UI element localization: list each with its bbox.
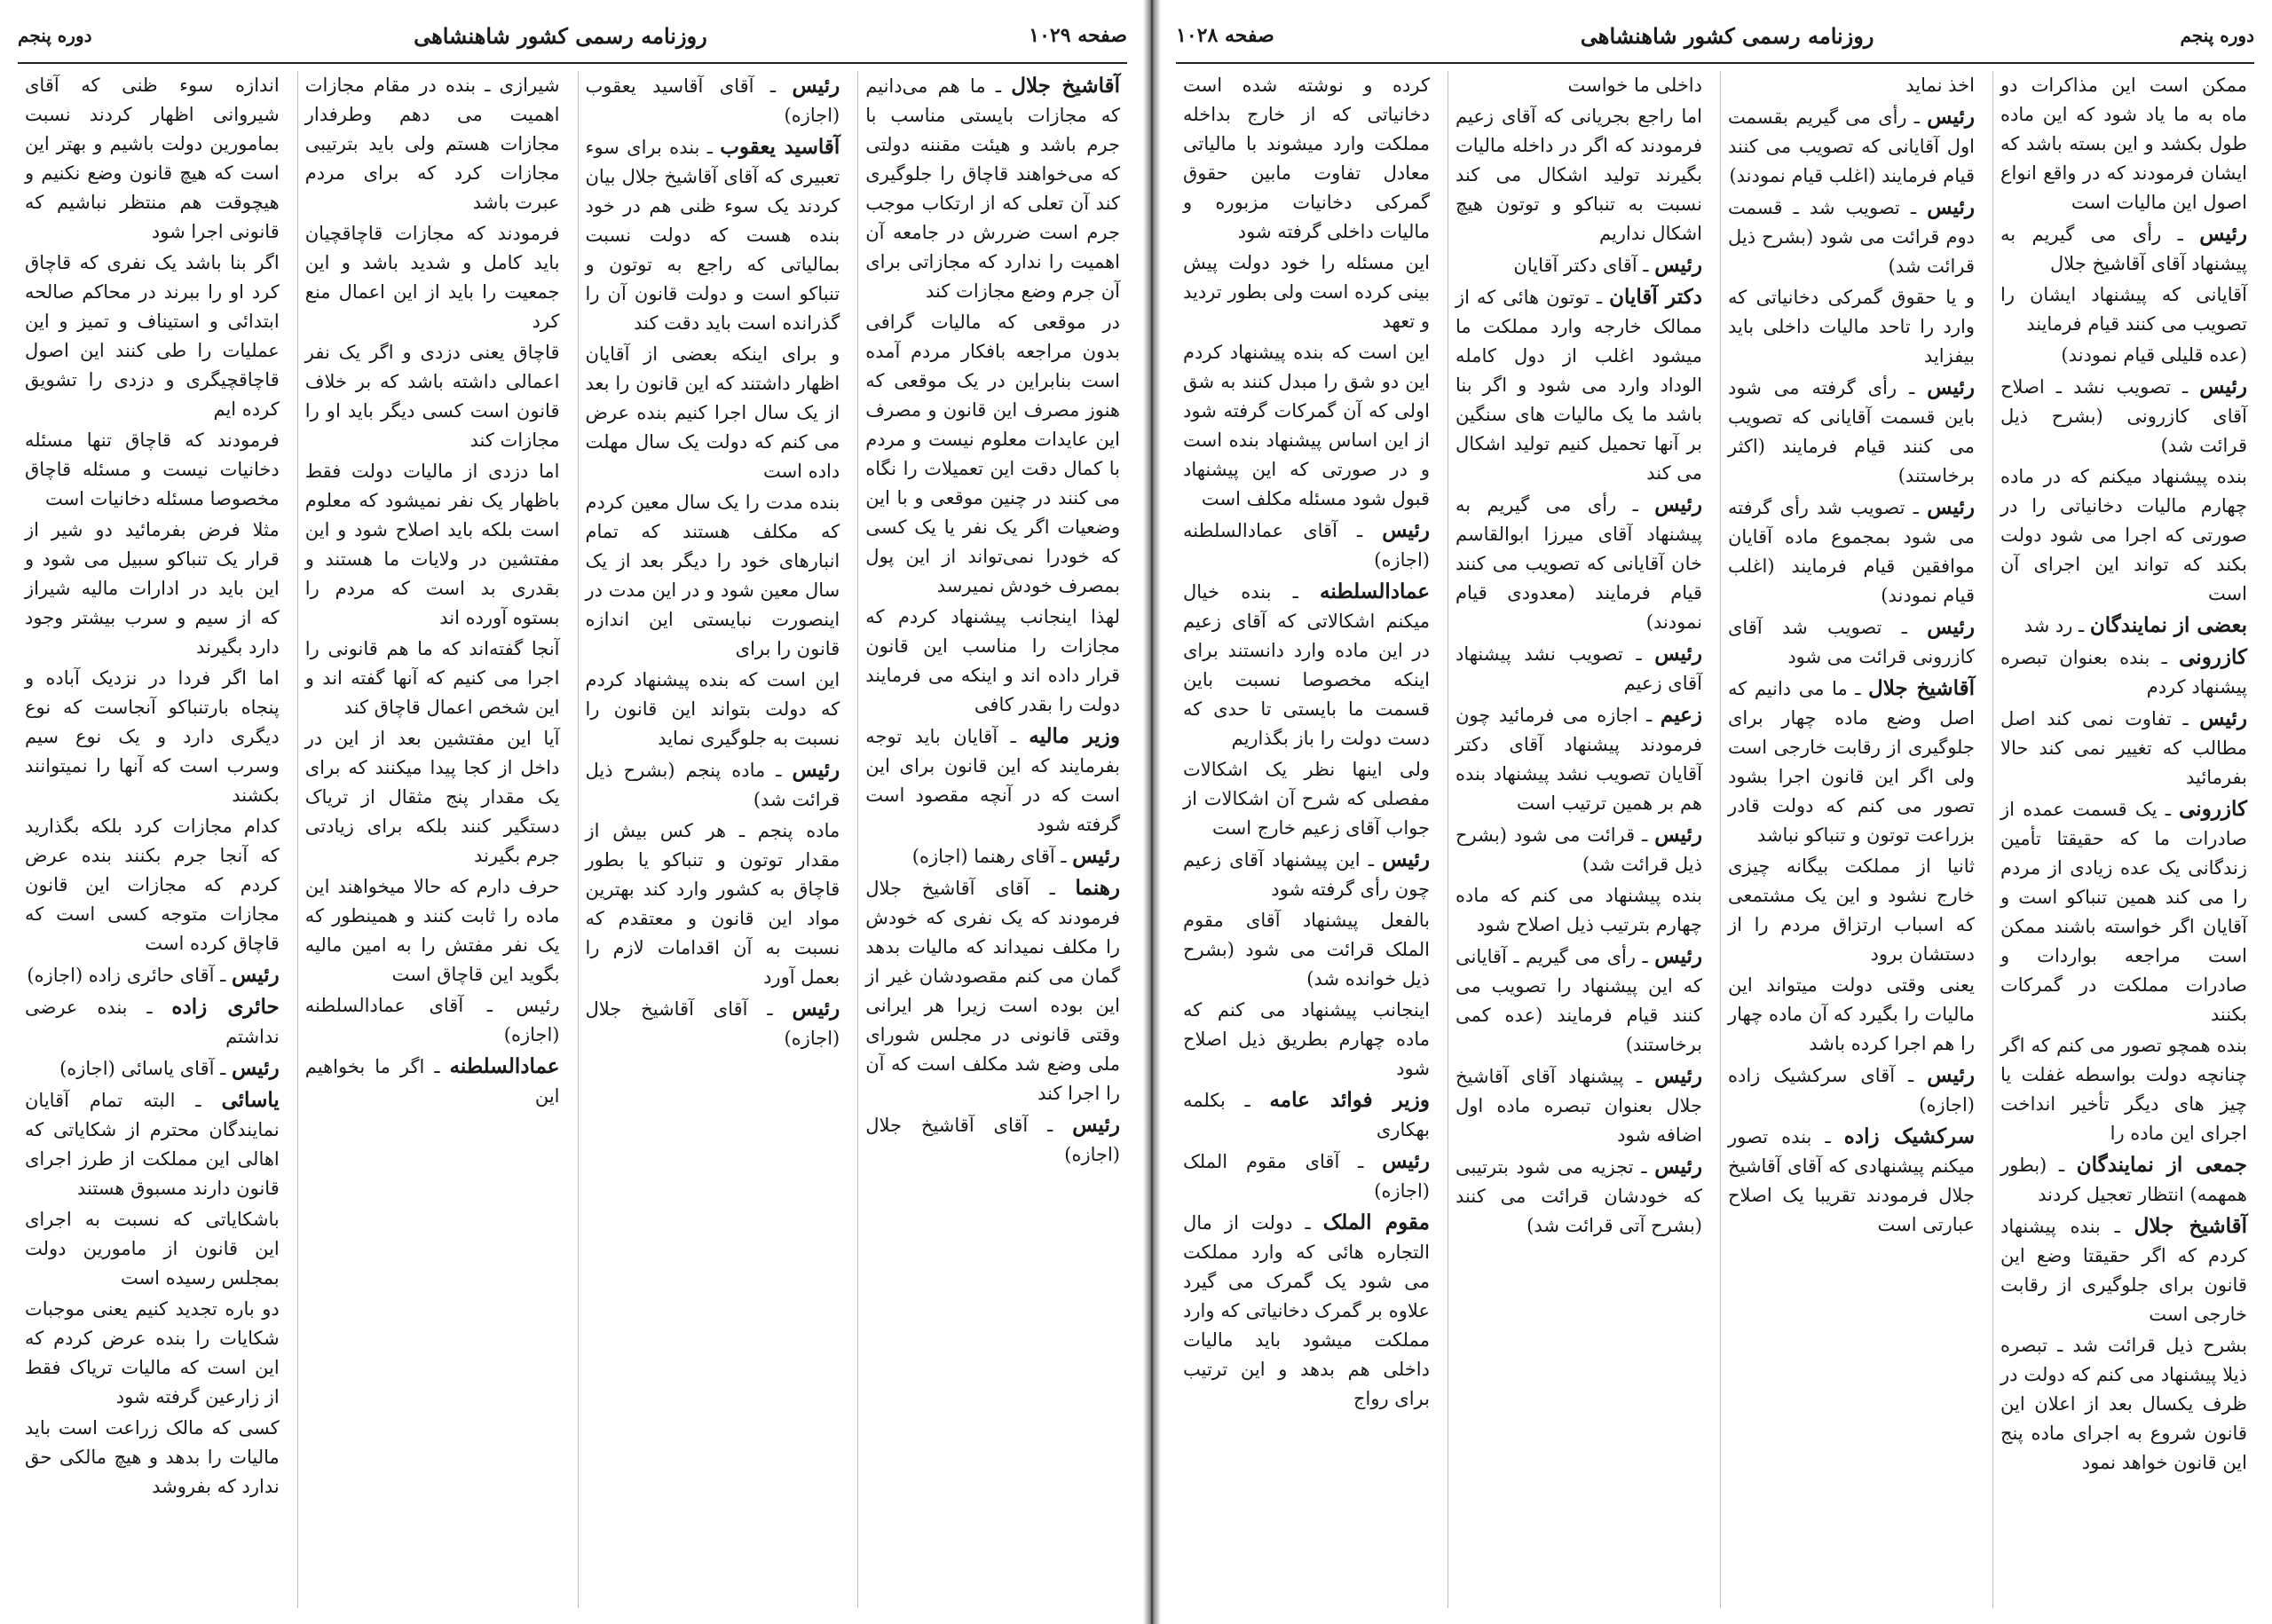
speaker-name: رئیس [792, 758, 840, 782]
speaker-name: حائری زاده [171, 995, 280, 1019]
paragraph-text: اگر بنا باشد یک نفری که قاچاق کرد او را ببرند در محاکم صالحه ابتدائی و استیناف و تمیز و این عملیات را طی کنند این اصول قاچاقچیگری و دزدی را تشویق کرده ایم [25, 252, 280, 420]
paragraph-text: ـ تصویب شد آقای کازرونی قرائت می شود [1728, 617, 1975, 667]
speaker-name: رئیس [1654, 253, 1702, 277]
paragraph-text: آقایانی که پیشنهاد ایشان را تصویب می کنند قیام فرمایند [2000, 284, 2247, 335]
paragraph-text: ـ ما می دانیم که اصل وضع ماده چهار برای جلوگیری از رقابت خارجی است ولی اگر این قانون اجرا بشود تصور می کنم که دولت قادر بزراعت توتون و تنباکو نباشد [1728, 678, 1975, 846]
text-column [297, 71, 567, 1608]
paragraph-text: ـ ماده پنجم (بشرح ذیل قرائت شد) [585, 760, 840, 810]
speaker-name: رئیس [1927, 195, 1975, 219]
speaker-name: یاسائی [221, 1088, 280, 1112]
paragraph-text: ـ تصویب نشد ـ اصلاح آقای کازرونی (بشرح ذیل قرائت شد) [2000, 376, 2247, 456]
paragraph-text: ـ آقای سرکشیک زاده (اجازه) [1728, 1065, 1975, 1116]
paragraph [1183, 1147, 1430, 1206]
paragraph [1456, 1061, 1702, 1150]
paragraph [1728, 852, 1975, 969]
paragraph-text: ـ پیشنهاد آقای آقاشیخ جلال بعنوان تبصره ماده اول اضافه شود [1456, 1066, 1702, 1146]
paragraph [586, 71, 840, 130]
right-page-header [1176, 11, 2254, 60]
paragraph-text: ـ آقای آقاشیخ جلال (اجازه) [585, 998, 840, 1049]
paragraph-text: ـ رد شد [2024, 615, 2085, 636]
paragraph [25, 960, 280, 990]
paragraph-text: (عده قلیلی قیام نمودند) [2061, 344, 2247, 366]
speaker-name: آقاسید یعقوب [720, 135, 840, 159]
paragraph-text: ـ اجازه می فرمائید چون فرمودند پیشنهاد آقای دکتر آقایان تصویب نشد پیشنهاد بنده هم بر همین ترتیب است [1456, 705, 1702, 814]
paragraph-text: ـ بکلمه بهکاری [1183, 1090, 1430, 1140]
paragraph [1183, 755, 1430, 843]
paragraph-text: ـ تجزیه می شود بترتیبی که خودشان قرائت می کنند (بشرح آتی قرائت شد) [1456, 1156, 1702, 1236]
paragraph [25, 812, 280, 958]
paragraph [1183, 516, 1430, 575]
paragraph [586, 755, 840, 815]
paragraph-text: بنده پیشنهاد می کنم که ماده چهارم بترتیب ذیل اصلاح شود [1456, 885, 1702, 935]
paragraph [865, 603, 1120, 720]
paragraph-text: ـ آقای دکتر آقایان [1513, 255, 1649, 276]
speaker-name: رئیس [1654, 1064, 1702, 1088]
paragraph-text: ـ تفاوت نمی کند اصل مطالب که تغییر نمی کند حالا بفرمائید [2000, 708, 2247, 788]
paragraph [305, 635, 560, 722]
paragraph-text: ـ اگر ما بخواهیم این [304, 1056, 560, 1107]
speaker-name: رئیس [2199, 706, 2247, 730]
paragraph-text: ثانیا از مملکت بیگانه چیزی خارج نشود و این یک مشتمعی که اسباب ارتزاق مردم را از دستشان برود [1728, 855, 1975, 965]
paragraph-text: ـ دولت از مال التجاره هائی که وارد مملکت می شود یک گمرک می گیرد علاوه بر گمرک دخانیاتی که وارد مملکت میشود باید مالیات داخلی هم بدهد و این ترتیب برای رواج [1183, 1212, 1430, 1409]
paragraph [1183, 1208, 1430, 1414]
paragraph [1728, 674, 1975, 850]
paragraph [305, 71, 560, 217]
paragraph [25, 664, 280, 810]
paragraph [2000, 71, 2247, 217]
speaker-name: کازرونی [2179, 797, 2247, 821]
paragraph-text: دو باره تجدید کنیم یعنی موجبات شکایات را بنده عرض کردم که این است که مالیات تریاک فقط از زارعین گرفته شود [25, 1298, 280, 1407]
paragraph [2000, 219, 2247, 279]
paragraph [865, 1110, 1120, 1170]
paragraph-text: لهذا اینجانب پیشنهاد کردم که مجازات را مناسب این قانون قرار داده اند و اینکه می فرمایند دولت را بقدر کافی [865, 606, 1120, 715]
paragraph [586, 994, 840, 1053]
paragraph-text: داخلی ما خواست [1567, 75, 1702, 96]
paragraph [305, 1052, 560, 1111]
paragraph [2000, 794, 2247, 1029]
speaker-name: رئیس [1382, 1149, 1430, 1173]
speaker-name: آقاشیخ جلال [1867, 676, 1975, 700]
paragraph-text: اینجانب پیشنهاد می کنم که ماده چهارم بطریق ذیل اصلاح شود [1183, 999, 1430, 1079]
speaker-name: سرکشیک زاده [1843, 1124, 1975, 1148]
paragraph [1456, 820, 1702, 879]
paragraph [1728, 283, 1975, 371]
paragraph [865, 873, 1120, 1108]
speaker-name: رئیس [1382, 518, 1430, 542]
paragraph [1456, 250, 1702, 280]
paragraph-text: حرف دارم که حالا میخواهند این ماده را ثابت کنند و همینطور که یک نفر مفتش را به امین مالیه بگوید این قاچاق است [304, 876, 560, 985]
text-column [857, 71, 1127, 1608]
paragraph [305, 457, 560, 633]
paragraph [1183, 906, 1430, 994]
paragraph [865, 308, 1120, 601]
paragraph [25, 1053, 280, 1084]
left-page-edition: دوره پنجم [18, 25, 92, 46]
paragraph [1456, 881, 1702, 940]
paragraph-text: ماده پنجم ـ هر کس بیش از مقدار توتون و تنباکو یا بطور قاچاق به کشور وارد کند بهترین مواد این قانون و معتقدم که نسبت به آن اقدامات لازم را بعمل آورد [585, 820, 840, 988]
paragraph [1456, 942, 1702, 1060]
paragraph [25, 426, 280, 514]
paragraph [2000, 1331, 2247, 1478]
paragraph-text: ـ بنده تصور میکنم پیشنهادی که آقای آقاشیخ جلال فرمودند تقریبا یک اصلاح عبارتی است [1728, 1126, 1975, 1235]
paragraph-text: بشرح ذیل قرائت شد ـ تبصره ذیلا پیشنهاد می کنم که دولت در ظرف یکسال بعد از اعلان این قانون شروع به اجرای ماده پنج این قانون خواهد نمود [2000, 1335, 2247, 1473]
speaker-name: عمادالسلطنه [449, 1054, 560, 1078]
paragraph [305, 724, 560, 871]
paragraph-text: ـ تصویب شد ـ قسمت دوم قرائت می شود (بشرح ذیل قرائت شد) [1728, 197, 1975, 277]
paragraph-text: ـ آقای عمادالسلطنه (اجازه) [1183, 520, 1430, 571]
paragraph [2000, 1211, 2247, 1329]
left-page-columns [18, 71, 1127, 1608]
right-page-number: صفحه ۱۰۲۸ [1176, 24, 1274, 47]
paragraph-text: ـ یک قسمت عمده از صادرات ما که حقیقتا تأمین زندگانی یک عده زیادی از مردم را می کند همین تنباکو است و آقایان اگر خواسته باشند ممکن است مراجعه بواردات و صادرات مملکت در گمرکات بکنند [2000, 799, 2247, 1025]
speaker-name: رئیس [1654, 823, 1702, 847]
paragraph [865, 71, 1120, 306]
paragraph [1456, 1152, 1702, 1241]
paragraph [2000, 280, 2247, 339]
paragraph-text: ـ رأی می گیریم بقسمت اول آقایانی که تصویب می کنند قیام فرمایند (اغلب قیام نمودند) [1728, 106, 1975, 186]
paragraph [25, 516, 280, 662]
text-column [1992, 71, 2254, 1608]
paragraph [1728, 612, 1975, 672]
paragraph-text: ـ بنده برای سوء تعبیری که آقای آقاشیخ جلال بیان کردند یک سوء ظنی هم در خود بنده هست که دولت نسبت بمالیاتی که راجع به توتون و تنباکو است و دولت قانون آن را گذرانده است باید دقت کند [585, 137, 840, 334]
paragraph [1728, 971, 1975, 1059]
paragraph [1728, 193, 1975, 281]
paragraph-text: اندازه سوء ظنی که آقای شیروانی اظهار کردند نسبت بمامورین دولت باشیم و بهتر این است که هیچ قانون وضع نکنیم و هیچوقت هم منتظر نباشیم که قانونی اجرا شود [25, 75, 280, 242]
text-column [1176, 71, 1437, 1608]
paragraph-text: ـ بنده عرضی نداشتم [25, 997, 280, 1047]
paragraph [586, 340, 840, 486]
speaker-name: رئیس [1654, 642, 1702, 666]
paragraph-text: این مسئله را خود دولت پیش بینی کرده است ولی بطور تردید و تعهد [1183, 252, 1430, 332]
paragraph [2000, 704, 2247, 792]
paragraph-text: شیرازی ـ بنده در مقام مجازات اهمیت می دهم وطرفدار مجازات هستم ولی باید بترتیبی مجازات کرد که برای مردم عبرت باشد [304, 75, 560, 213]
speaker-name: رئیس [1654, 944, 1702, 968]
right-page-edition: دوره پنجم [2180, 25, 2254, 46]
paragraph-text: ـ البته تمام آقایان نمایندگان محترم از شکایاتی که اهالی این مملکت از طرز اجرای قانون دارند مسبوق هستند [25, 1090, 280, 1199]
speaker-name: آقاشیخ جلال [1011, 74, 1120, 98]
paragraph-text: ـ آقای رهنما (اجازه) [911, 846, 1067, 867]
paragraph-text: آنجا گفته‌اند که ما هم قانونی را اجرا می کنیم که آنها گفته اند و این شخص اعمال قاچاق کند [304, 638, 560, 718]
paragraph [1183, 1085, 1430, 1145]
speaker-name: کازرونی [2179, 645, 2247, 669]
paragraph-text: فرمودند که مجازات قاچاقچیان باید کامل و شدید باشد و این جمعیت را باید از این اعمال منع کرد [304, 223, 560, 332]
paragraph-text: ـ رأی می گیریم به پیشنهاد آقای میرزا ابوالقاسم خان آقایانی که تصویب می کنند قیام فرمایند (معدودی قیام نمودند) [1456, 494, 1702, 633]
paragraph-text: و برای اینکه بعضی از آقایان اظهار داشتند که این قانون را بعد از یک سال اجرا کنیم بنده عرض می کنم که دولت یک سال مهلت داده است [585, 343, 840, 482]
paragraph-text: ـ آقایان باید توجه بفرمایند که این قانون برای این است که در آنچه مقصود است گرفته شود [865, 726, 1120, 835]
paragraph [1183, 996, 1430, 1084]
paragraph [1183, 338, 1430, 514]
paragraph-text: باشکایاتی که نسبت به اجرای این قانون از مامورین دولت بمجلس رسیده است [25, 1209, 280, 1289]
speaker-name: رئیس [231, 1056, 280, 1080]
paragraph-text: اما راجع بجریانی که آقای زعیم فرمودند که اگر در داخله مالیات بگیرند تولید اشکال می کند نسبت به تنباکو و توتون هیچ اشکال نداریم [1456, 106, 1702, 244]
speaker-name: رهنما [1075, 876, 1120, 900]
paragraph [305, 991, 560, 1050]
paragraph-text: مثلا فرض بفرمائید دو شیر از قرار یک تنباکو سبیل می شود و این باید در ادارات مالیه شیراز که از سیم و سرب بیشتر وجود دارد بگیرند [25, 519, 280, 658]
paragraph-text: این است که بنده پیشنهاد کردم که دولت بتواند این قانون را نسبت به جلوگیری نماید [585, 669, 840, 749]
paragraph-text: بنده مدت را یک سال معین کردم که مکلف هستند که تمام انبارهای خود را دیگر بعد از یک سال معین شود و در این مدت در اینصورت نبایستی این اندازه قانون را برای [585, 492, 840, 659]
paragraph [586, 132, 840, 338]
paragraph [25, 1414, 280, 1502]
paragraph-text: ـ بنده بعنوان تبصره پیشنهاد کردم [2000, 647, 2247, 698]
right-page [1158, 0, 2272, 1624]
text-column [18, 71, 287, 1608]
speaker-name: بعضی از نمایندگان [2089, 613, 2247, 637]
paragraph-text: ـ رأی گرفته می شود باین قسمت آقایانی که تصویب می کنند قیام فرمایند (اکثر برخاستند) [1728, 377, 1975, 486]
left-page-title: روزنامه رسمی کشور شاهنشاهی [414, 22, 707, 49]
paragraph [305, 872, 560, 989]
speaker-name: وزیر فوائد عامه [1269, 1088, 1430, 1112]
paragraph-text: ـ بنده خیال میکنم اشکالاتی که آقای زعیم در این ماده وارد دانستند برای اینکه مخصوصا نسبت باین قسمت ما بایستی تا حدی که دست دولت را باز بگذاریم [1183, 581, 1430, 749]
paragraph [2000, 611, 2247, 641]
paragraph-text: بالفعل پیشنهاد آقای مقوم الملک قرائت می شود (بشرح ذیل خوانده شد) [1183, 910, 1430, 989]
paragraph-text: ـ آقای حائری زاده (اجازه) [27, 965, 226, 986]
paragraph [1728, 102, 1975, 191]
speaker-name: رئیس [792, 997, 840, 1021]
text-column [1720, 71, 1982, 1608]
paragraph [1456, 490, 1702, 637]
speaker-name: رئیس [1927, 105, 1975, 129]
speaker-name: رئیس [231, 963, 280, 987]
speaker-name: رئیس [1927, 615, 1975, 639]
speaker-name: رئیس [1382, 847, 1430, 871]
paragraph [1728, 493, 1975, 611]
paragraph-text: ـ این پیشنهاد آقای زعیم چون رأی گرفته شود [1183, 849, 1430, 900]
paragraph [1183, 577, 1430, 753]
speaker-name: رئیس [1927, 1063, 1975, 1087]
speaker-name: آقاشیخ جلال [2134, 1214, 2247, 1238]
paragraph-text: ـ رأی می گیریم ـ آقایانی که این پیشنهاد را تصویب می کنند قیام فرمایند (عده کمی برخاستند) [1456, 946, 1702, 1055]
speaker-name: رئیس [2199, 222, 2247, 246]
paragraph [1456, 71, 1702, 100]
paragraph-text: رئیس ـ آقای عمادالسلطنه (اجازه) [304, 995, 560, 1045]
paragraph-text: اخذ نماید [1905, 75, 1975, 96]
paragraph-text: ـ توتون هائی که از ممالک خارجه وارد مملکت ما میشود اغلب از دول کامله الوداد وارد می شود و اگر بنا باشد ما یک مالیات های سنگین بر آنها تحمیل کنیم تولید اشکال می کند [1456, 287, 1702, 484]
header-rule [1176, 62, 2254, 64]
paragraph [865, 721, 1120, 840]
paragraph-text: بنده پیشنهاد میکنم که در ماده چهارم مالیات دخانیاتی را در صورتی که اجرا می شود دولت بکند که تواند این اجرای آن است [2000, 466, 2247, 604]
header-rule [18, 62, 1127, 64]
text-column [578, 71, 848, 1608]
paragraph [1456, 639, 1702, 698]
right-page-title: روزنامه رسمی کشور شاهنشاهی [1580, 22, 1874, 49]
paragraph [586, 488, 840, 664]
speaker-name: عمادالسلطنه [1320, 579, 1430, 603]
paragraph-text: ـ قرائت می شود (بشرح ذیل قرائت شد) [1456, 824, 1702, 875]
paragraph [2000, 341, 2247, 370]
paragraph [305, 219, 560, 336]
paragraph [1456, 282, 1702, 488]
paragraph-text: اما اگر فردا در نزدیک آباده و پنجاه بارتنباکو آنجاست که نوع دیگری دارد و یک نوع سیم وسرب است که آنها را نمیتوانند بکشند [25, 667, 280, 806]
speaker-name: زعیم [1660, 703, 1702, 727]
paragraph-text: یعنی وقتی دولت میتواند این مالیات را بگیرد که آن ماده چهار را هم اجرا کرده باشد [1728, 974, 1975, 1054]
paragraph-text: و یا حقوق گمرکی دخانیاتی که وارد را تاحد مالیات داخلی باید بیفزاید [1728, 287, 1975, 367]
paragraph [25, 1085, 280, 1203]
speaker-name: رئیس [1654, 493, 1702, 516]
paragraph [1183, 71, 1430, 247]
paragraph-text: اما دزدی از مالیات دولت فقط باظهار یک نفر نمیشود که معلوم است بلکه باید اصلاح شود و این مفتشین در ولایات ما هستند و بقدری بد است که مردم را بستوه آورده اند [304, 461, 560, 628]
speaker-name: رئیس [792, 74, 840, 98]
left-page-number: صفحه ۱۰۲۹ [1029, 24, 1127, 47]
paragraph-text: ـ تصویب شد رأی گرفته می شود بمجموع ماده آقایان موافقین قیام فرمایند (اغلب قیام نمودند) [1728, 497, 1975, 606]
paragraph-text: کرده و نوشته شده است دخانیاتی که از خارج بداخله مملکت وارد میشوند با مالیاتی معادل تفاوت مابین حقوق گمرکی دخانیات مزبوره و مالیات داخلی گرفته شود [1183, 75, 1430, 242]
paragraph [2000, 1031, 2247, 1148]
paragraph [1456, 700, 1702, 818]
speaker-name: رئیس [2199, 374, 2247, 398]
paragraph [1183, 248, 1430, 336]
speaker-name: مقوم الملک [1322, 1210, 1430, 1234]
paragraph-text: فرمودند که قاچاق تنها مسئله دخانیات نیست و مسئله قاچاق مخصوصا مسئله دخانیات است [25, 430, 280, 509]
right-page-columns [1176, 71, 2254, 1608]
paragraph [1728, 71, 1975, 100]
paragraph [1456, 102, 1702, 248]
speaker-name: جمعی از نمایندگان [2076, 1153, 2247, 1177]
paragraph-text: ـ آقای آقاشیخ جلال فرمودند که یک نفری که خودش را مکلف نمیداند که مالیات بدهد گمان می کنم مقصودشان غیر از این بوده است زیرا هر ایرانی وقتی قانونی در مجلس شورای ملی وضع شد مکلف است که آن را اجرا کند [865, 878, 1120, 1104]
speaker-name: رئیس [1072, 1113, 1120, 1137]
paragraph [25, 71, 280, 247]
paragraph-text: ـ بنده پیشنهاد کردم که اگر حقیقتا وضع این قانون برای جلوگیری از رقابت خارجی است [2000, 1216, 2247, 1325]
paragraph-text: ـ آقای یاسائی (اجازه) [59, 1058, 226, 1079]
speaker-name: دکتر آقایان [1609, 285, 1702, 309]
speaker-name: رئیس [1927, 375, 1975, 399]
left-page-header [18, 11, 1127, 60]
paragraph [25, 1205, 280, 1293]
paragraph-text: ولی اینها نظر یک اشکالات مفصلی که شرح آن اشکالات از جواب آقای زعیم خارج است [1183, 759, 1430, 839]
speaker-name: رئیس [1927, 495, 1975, 519]
paragraph [1183, 845, 1430, 904]
paragraph-text: ـ آقای آقاسید یعقوب (اجازه) [585, 75, 840, 126]
paragraph-text: در موقعی که مالیات گرافی بدون مراجعه بافکار مردم آمده است بنابراین در یک موقعی که هنوز مصرف این قانون و مصرف این عایدات معلوم نیست و مردم با کمال دقت این تعمیلات را نگاه می کنند در چنین موقعی و با این وضعیات اگر یک نفر یا یک کسی که خودرا نمی‌تواند از این پول بمصرف خودش نمیرسد [865, 311, 1120, 596]
paragraph [2000, 643, 2247, 702]
speaker-name: رئیس [1654, 1155, 1702, 1179]
paragraph [1728, 1122, 1975, 1240]
paragraph-text: ـ تصویب نشد پیشنهاد آقای زعیم [1456, 643, 1702, 694]
paragraph-text: آیا این مفتشین بعد از این در داخل از کجا پیدا میکنند که برای یک مقدار پنج مثقال از تریاک دستگیر کنند بلکه برای زیادتی جرم بگیرند [304, 728, 560, 866]
paragraph-text: ممکن است این مذاکرات دو ماه به ما یاد شود که این ماده طول بکشد و این بسته باشد که ایشان فرمودند که در واقع انواع اصول این مالیات است [2000, 75, 2247, 213]
paragraph-text: ـ ما هم می‌دانیم که مجازات بایستی مناسب با جرم باشد و هیئت مقننه دولتی که می‌خواهند قاچاق را جلوگیری کند آن تعلی که از ارتکاب موجب جرم است ضررش در جامعه آن اهمیت را ندارد که مجازاتی برای آن جرم وضع مجازات کند [865, 75, 1120, 302]
paragraph-text: ـ رأی می گیریم به پیشنهاد آقای آقاشیخ جلال [2000, 224, 2247, 274]
paragraph-text: کدام مجازات کرد بلکه بگذارید که آنجا جرم بکنند بنده عرض کردم که مجازات این قانون مجازات متوجه کسی است که قاچاق کرده است [25, 816, 280, 954]
paragraph [586, 666, 840, 753]
paragraph [2000, 462, 2247, 609]
paragraph-text: این است که بنده پیشنهاد کردم این دو شق را مبدل کنند به شق اولی که آن گمرکات گرفته شود از این اساس پیشنهاد بنده است و در صورتی که این پیشنهاد قبول شود مسئله مکلف است [1183, 342, 1430, 509]
paragraph-text: بنده همچو تصور می کنم که اگر چنانچه دولت بواسطه غفلت یا چیز های دیگر تأخیر انداخت اجرای این ماده را [2000, 1035, 2247, 1144]
paragraph [586, 816, 840, 992]
paragraph [25, 1295, 280, 1412]
speaker-name: وزیر مالیه [1029, 724, 1120, 748]
paragraph-text: کسی که مالک زراعت است باید مالیات را بدهد و هیچ مالکی حق ندارد که بفروشد [25, 1417, 280, 1497]
paragraph [865, 841, 1120, 871]
paragraph-text: ـ آقای آقاشیخ جلال (اجازه) [865, 1115, 1120, 1165]
paragraph-text: ـ (بطور همهمه) انتظار تعجیل کردند [2000, 1155, 2247, 1205]
paragraph-text: قاچاق یعنی دزدی و اگر یک نفر اعمالی داشته باشد که بر خلاف قانون است کسی دیگر باید او را مجازات کند [304, 342, 560, 451]
paragraph [25, 992, 280, 1052]
paragraph [305, 338, 560, 455]
paragraph [1728, 1060, 1975, 1120]
paragraph [2000, 1150, 2247, 1210]
paragraph [25, 248, 280, 424]
speaker-name: رئیس [1072, 844, 1120, 868]
text-column [1448, 71, 1709, 1608]
paragraph [1728, 373, 1975, 491]
paragraph [2000, 372, 2247, 461]
paragraph-text: ـ آقای مقوم الملک (اجازه) [1183, 1151, 1430, 1202]
